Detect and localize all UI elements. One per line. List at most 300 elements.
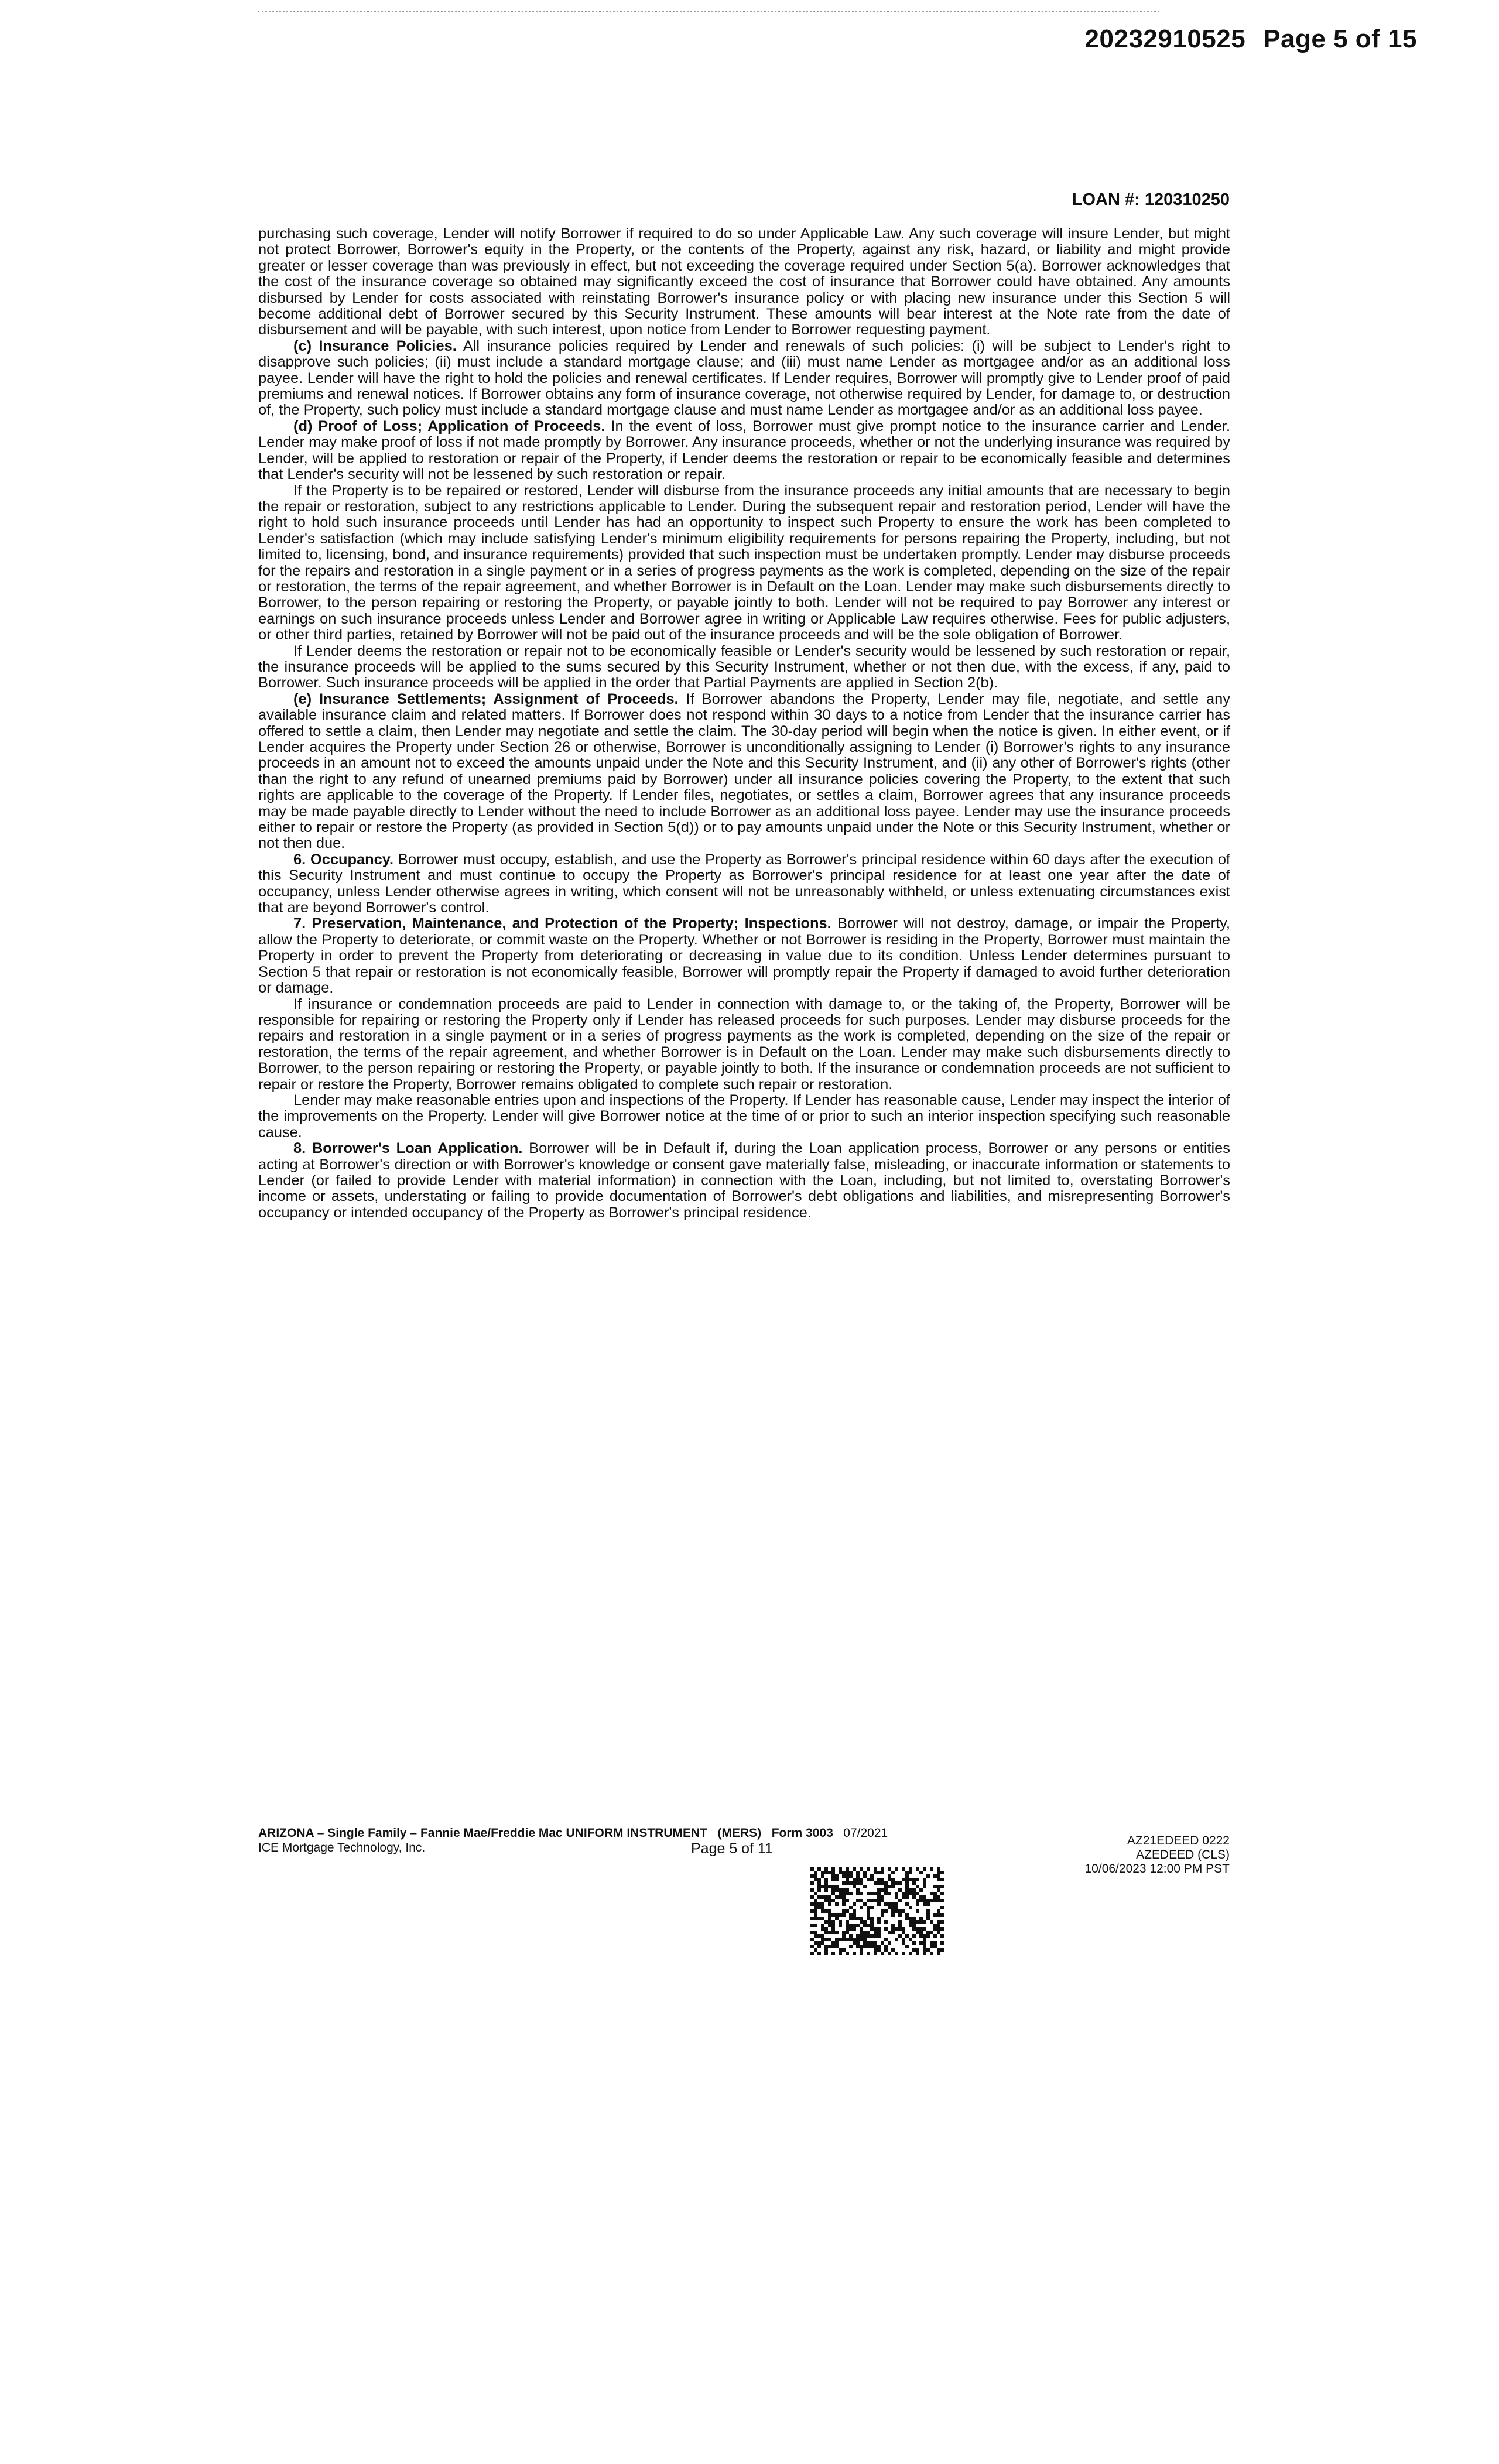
barcode-module	[824, 1885, 828, 1888]
section-5d	[258, 419, 1230, 483]
barcode-module	[846, 1938, 849, 1941]
section-text: All insurance policies required by Lender and renewals of such policies: (i) will be subject to Lender's right to disapprove such policies; (ii) must include a standard mortgage clause; and (iii) must name Lender as mortgagee and/or as an additional loss payee. Lender will have the right to hold the policies and renewal certificates. If Lender requires, Borrower will promptly give to Lender proof of paid premiums and renewal notices. If Borrower obtains any form of insurance coverage, not otherwise required by Lender, for damage to, or destruction of, the Property, such policy must include a standard mortgage clause and must name Lender as mortgagee and/or as an additional loss payee.	[258, 337, 1231, 419]
barcode-module	[930, 1945, 933, 1948]
barcode-module	[909, 1892, 912, 1895]
barcode-module	[853, 1927, 856, 1931]
barcode-module	[821, 1906, 824, 1909]
barcode-module	[895, 1895, 898, 1899]
section-heading: (e) Insurance Settlements; Assignment of Proceeds.	[293, 690, 679, 707]
barcode-module	[810, 1917, 814, 1920]
barcode-module	[923, 1938, 926, 1941]
barcode-module	[937, 1885, 940, 1888]
barcode-module	[926, 1902, 930, 1906]
barcode-module	[814, 1909, 817, 1913]
barcode-module	[916, 1927, 919, 1931]
barcode-module	[824, 1927, 828, 1931]
barcode-module	[877, 1920, 881, 1924]
barcode-module	[853, 1938, 856, 1941]
barcode-module	[824, 1895, 828, 1899]
barcode-module	[923, 1927, 926, 1931]
barcode-module	[898, 1920, 902, 1924]
barcode-module	[860, 1917, 863, 1920]
barcode-module	[930, 1920, 933, 1924]
barcode-module	[828, 1895, 831, 1899]
barcode-module	[937, 1931, 940, 1934]
barcode-module	[926, 1917, 930, 1920]
section-heading: 8. Borrower's Loan Application.	[293, 1140, 523, 1157]
barcode-module	[881, 1881, 884, 1885]
barcode-module	[870, 1874, 874, 1878]
print-timestamp: 10/06/2023 12:00 PM PST	[1084, 1862, 1230, 1876]
barcode-module	[842, 1902, 846, 1906]
barcode-module	[842, 1874, 846, 1878]
barcode-module	[870, 1920, 874, 1924]
barcode-module	[853, 1885, 856, 1888]
barcode-module	[849, 1881, 853, 1885]
barcode-module	[895, 1952, 898, 1955]
barcode-module	[821, 1924, 824, 1927]
barcode-module	[863, 1874, 867, 1878]
barcode-module	[916, 1867, 919, 1871]
barcode-module	[835, 1885, 839, 1888]
barcode-module	[842, 1913, 846, 1917]
barcode-module	[849, 1934, 853, 1938]
barcode-module	[937, 1927, 940, 1931]
barcode-module	[912, 1924, 916, 1927]
barcode-module	[888, 1892, 891, 1895]
barcode-module	[891, 1878, 895, 1881]
barcode-module	[877, 1895, 881, 1899]
barcode-module	[902, 1931, 905, 1934]
section-text: Borrower must occupy, establish, and use the Property as Borrower's principal residence within 60 days after the execution of this Security Instrument and must continue to occupy the Property as Borrower's principal residence for at least one year after the date of occupancy, unless Lender otherwise agrees in writing, which consent will not be unreasonably withheld, or unless extenuating circumstances exist that are beyond Borrower's control.	[258, 851, 1230, 916]
barcode-module	[877, 1871, 881, 1874]
barcode-module	[898, 1909, 902, 1913]
barcode-module	[870, 1924, 874, 1927]
barcode-module	[891, 1902, 895, 1906]
barcode-module	[930, 1867, 933, 1871]
barcode-module	[937, 1867, 940, 1871]
barcode-module	[926, 1931, 930, 1934]
barcode-module	[933, 1913, 937, 1917]
barcode-module	[824, 1871, 828, 1874]
barcode-module	[919, 1941, 923, 1945]
barcode-module	[853, 1917, 856, 1920]
barcode-module	[810, 1952, 814, 1955]
barcode-module	[884, 1927, 888, 1931]
barcode-module	[856, 1878, 860, 1881]
barcode-module	[916, 1885, 919, 1888]
barcode-module	[860, 1948, 863, 1952]
barcode-module	[814, 1906, 817, 1909]
barcode-module	[839, 1938, 842, 1941]
barcode-module	[863, 1871, 867, 1874]
barcode-module	[821, 1941, 824, 1945]
barcode-module	[923, 1895, 926, 1899]
barcode-module	[849, 1913, 853, 1917]
barcode-module	[891, 1948, 895, 1952]
barcode-module	[874, 1952, 877, 1955]
barcode-module	[874, 1941, 877, 1945]
barcode-module	[856, 1945, 860, 1948]
section-heading: 7. Preservation, Maintenance, and Protection of the Property; Inspections.	[293, 915, 831, 932]
barcode-module	[905, 1878, 909, 1881]
barcode-module	[856, 1881, 860, 1885]
barcode-module	[870, 1917, 874, 1920]
barcode-module	[870, 1934, 874, 1938]
barcode-module	[919, 1934, 923, 1938]
paragraph: purchasing such coverage, Lender will notify Borrower if required to do so under Applicable Law. Any such coverage will insure Lender, but might not protect Borrower, Borrower's equity in the Property, or the contents of the Property, against any risk, hazard, or liability and might provide greater or lesser coverage than was previously in effect, but not exceeding the coverage required under Section 5(a). Borrower acknowledges that the cost of the insurance coverage so obtained may significantly exceed the cost of insurance that Borrower could have obtained. Any amounts disbursed by Lender for costs associated with reinstating Borrower's insurance policy or with placing new insurance under this Section 5 will become additional debt of Borrower secured by this Security Instrument. These amounts will bear interest at the Note rate from the date of disbursement and will be payable, with such interest, upon notice from Lender to Borrower requesting payment.	[258, 225, 1230, 338]
barcode-module	[874, 1934, 877, 1938]
barcode-module	[888, 1941, 891, 1945]
barcode-module	[842, 1934, 846, 1938]
barcode-module	[874, 1945, 877, 1948]
barcode-module	[846, 1909, 849, 1913]
section-8	[258, 1141, 1230, 1221]
barcode-module	[828, 1871, 831, 1874]
barcode-module	[912, 1888, 916, 1892]
barcode-module	[853, 1924, 856, 1927]
barcode-module	[940, 1920, 944, 1924]
barcode-module	[933, 1934, 937, 1938]
barcode-module	[863, 1924, 867, 1927]
barcode-module	[831, 1931, 835, 1934]
barcode-module	[916, 1902, 919, 1906]
barcode-module	[874, 1871, 877, 1874]
barcode-module	[905, 1892, 909, 1895]
barcode-module	[828, 1885, 831, 1888]
barcode-module	[923, 1881, 926, 1885]
barcode-module	[863, 1941, 867, 1945]
barcode-module	[877, 1917, 881, 1920]
barcode-module	[940, 1913, 944, 1917]
barcode-module	[937, 1924, 940, 1927]
barcode-module	[902, 1927, 905, 1931]
barcode-module	[912, 1948, 916, 1952]
barcode-module	[856, 1924, 860, 1927]
barcode-module	[839, 1948, 842, 1952]
barcode-module	[810, 1881, 814, 1885]
barcode-module	[867, 1913, 870, 1917]
barcode-module	[877, 1878, 881, 1881]
barcode-module	[814, 1917, 817, 1920]
barcode-module	[933, 1885, 937, 1888]
barcode-module	[860, 1920, 863, 1924]
barcode-module	[839, 1895, 842, 1899]
barcode-module	[937, 1948, 940, 1952]
barcode-module	[916, 1952, 919, 1955]
barcode-module	[863, 1945, 867, 1948]
barcode-module	[814, 1892, 817, 1895]
barcode-module	[856, 1938, 860, 1941]
barcode-module	[937, 1874, 940, 1878]
barcode-module	[916, 1909, 919, 1913]
barcode-module	[909, 1878, 912, 1881]
barcode-module	[849, 1924, 853, 1927]
form-title: ARIZONA – Single Family – Fannie Mae/Freddie Mac UNIFORM INSTRUMENT	[258, 1826, 707, 1840]
barcode-module	[846, 1871, 849, 1874]
barcode-module	[831, 1871, 835, 1874]
barcode-module	[877, 1931, 881, 1934]
barcode-module	[828, 1902, 831, 1906]
barcode-module	[831, 1899, 835, 1902]
barcode-module	[895, 1909, 898, 1913]
barcode-module	[874, 1899, 877, 1902]
document-body	[258, 226, 1230, 1221]
barcode-module	[930, 1892, 933, 1895]
barcode-module	[824, 1952, 828, 1955]
barcode-module	[867, 1934, 870, 1938]
barcode-module	[860, 1906, 863, 1909]
barcode-module	[835, 1917, 839, 1920]
barcode-module	[814, 1931, 817, 1934]
barcode-module	[867, 1867, 870, 1871]
form-number: Form 3003	[771, 1826, 833, 1840]
loan-number: LOAN #: 120310250	[1072, 190, 1230, 209]
barcode-module	[905, 1874, 909, 1878]
barcode-module	[898, 1888, 902, 1892]
barcode-module	[849, 1927, 853, 1931]
barcode-module	[884, 1892, 888, 1895]
barcode-module	[909, 1888, 912, 1892]
barcode-module	[853, 1878, 856, 1881]
barcode-module	[846, 1952, 849, 1955]
barcode-module	[817, 1945, 821, 1948]
barcode-module	[919, 1920, 923, 1924]
barcode-module	[923, 1945, 926, 1948]
barcode-module	[860, 1892, 863, 1895]
barcode-module	[821, 1895, 824, 1899]
form-footer-left	[258, 1826, 888, 1855]
mers-label: (MERS)	[717, 1826, 762, 1840]
barcode-module	[919, 1931, 923, 1934]
barcode-module	[898, 1899, 902, 1902]
barcode-module	[856, 1888, 860, 1892]
barcode-module	[891, 1913, 895, 1917]
barcode-module	[912, 1892, 916, 1895]
barcode-module	[835, 1888, 839, 1892]
barcode-module	[839, 1867, 842, 1871]
barcode-module	[856, 1934, 860, 1938]
barcode-module	[842, 1888, 846, 1892]
barcode-module	[895, 1867, 898, 1871]
barcode-module	[877, 1902, 881, 1906]
barcode-module	[846, 1878, 849, 1881]
barcode-module	[874, 1931, 877, 1934]
barcode-module	[846, 1892, 849, 1895]
barcode-module	[884, 1938, 888, 1941]
barcode-module	[874, 1948, 877, 1952]
barcode-module	[870, 1892, 874, 1895]
barcode-module	[867, 1917, 870, 1920]
barcode-module	[933, 1892, 937, 1895]
barcode-module	[814, 1899, 817, 1902]
barcode-module	[810, 1874, 814, 1878]
barcode-module	[923, 1952, 926, 1955]
barcode-module	[842, 1909, 846, 1913]
barcode-module	[930, 1931, 933, 1934]
barcode-module	[860, 1899, 863, 1902]
barcode-module	[902, 1892, 905, 1895]
section-text: In the event of loss, Borrower must give prompt notice to the insurance carrier and Lender. Lender may make proof of loss if not made promptly by Borrower. Any insurance proceeds, whether or not the underlying insurance was required by Lender, will be applied to restoration or repair of the Property, if Lender deems the restoration or repair to be economically feasible and determines that Lender's security will not be lessened by such restoration or repair.	[258, 417, 1230, 483]
barcode-module	[835, 1938, 839, 1941]
barcode-module	[909, 1917, 912, 1920]
barcode-module	[930, 1952, 933, 1955]
form-code: AZ21EDEED 0222	[1127, 1834, 1230, 1847]
barcode-module	[916, 1878, 919, 1881]
barcode-module	[849, 1938, 853, 1941]
barcode-module	[926, 1948, 930, 1952]
barcode-module	[916, 1892, 919, 1895]
barcode-module	[810, 1888, 814, 1892]
barcode-module	[846, 1874, 849, 1878]
barcode-module	[877, 1881, 881, 1885]
barcode-module	[888, 1885, 891, 1888]
barcode-module	[856, 1917, 860, 1920]
barcode-module	[828, 1899, 831, 1902]
barcode-module	[814, 1878, 817, 1881]
barcode-module	[905, 1888, 909, 1892]
barcode-module	[824, 1920, 828, 1924]
barcode-module	[860, 1945, 863, 1948]
barcode-module	[828, 1909, 831, 1913]
barcode-module	[835, 1895, 839, 1899]
recording-number: 20232910525	[1084, 25, 1246, 53]
barcode-module	[881, 1952, 884, 1955]
barcode-module	[902, 1895, 905, 1899]
barcode-module	[831, 1892, 835, 1895]
barcode-module	[888, 1867, 891, 1871]
barcode-module	[888, 1902, 891, 1906]
barcode-module	[933, 1895, 937, 1899]
barcode-module	[909, 1938, 912, 1941]
barcode-module	[926, 1934, 930, 1938]
barcode-module	[828, 1913, 831, 1917]
barcode-module	[839, 1871, 842, 1874]
barcode-module	[923, 1885, 926, 1888]
barcode-module	[898, 1924, 902, 1927]
barcode-module	[831, 1945, 835, 1948]
barcode-module	[877, 1948, 881, 1952]
barcode-module	[923, 1902, 926, 1906]
barcode-module	[905, 1913, 909, 1917]
barcode-module	[940, 1899, 944, 1902]
barcode-module	[863, 1934, 867, 1938]
barcode-module	[814, 1948, 817, 1952]
barcode-module	[905, 1871, 909, 1874]
barcode-module	[919, 1871, 923, 1874]
barcode-module	[916, 1920, 919, 1924]
barcode-module	[930, 1941, 933, 1945]
barcode-module	[881, 1867, 884, 1871]
barcode-module	[817, 1888, 821, 1892]
barcode-module	[923, 1899, 926, 1902]
barcode-module	[824, 1948, 828, 1952]
barcode-module	[912, 1895, 916, 1899]
paragraph: Lender may make reasonable entries upon and inspections of the Property. If Lender has reasonable cause, Lender may inspect the interior of the improvements on the Property. Lender will give Borrower notice at the time of or prior to such an interior inspection specifying such reasonable cause.	[258, 1091, 1230, 1141]
barcode-module	[877, 1934, 881, 1938]
barcode-module	[877, 1945, 881, 1948]
barcode-module	[884, 1920, 888, 1924]
barcode-module	[919, 1927, 923, 1931]
barcode-module	[884, 1945, 888, 1948]
barcode-module	[905, 1945, 909, 1948]
barcode-module	[860, 1934, 863, 1938]
barcode-module	[839, 1924, 842, 1927]
barcode-module	[870, 1899, 874, 1902]
barcode-module	[933, 1945, 937, 1948]
barcode-module	[814, 1934, 817, 1938]
barcode-module	[912, 1878, 916, 1881]
barcode-module	[846, 1927, 849, 1931]
barcode-module	[867, 1878, 870, 1881]
section-heading: (d) Proof of Loss; Application of Proceeds.	[293, 417, 605, 434]
form-title-line	[258, 1826, 888, 1840]
barcode-module	[902, 1941, 905, 1945]
barcode-module	[856, 1874, 860, 1878]
barcode-module	[824, 1909, 828, 1913]
barcode-module	[919, 1895, 923, 1899]
barcode-module	[923, 1948, 926, 1952]
barcode-module	[902, 1878, 905, 1881]
page-label: Page 5 of 15	[1263, 25, 1417, 53]
barcode-module	[940, 1892, 944, 1895]
barcode-module	[839, 1892, 842, 1895]
barcode-module	[874, 1881, 877, 1885]
form-date: 07/2021	[843, 1826, 888, 1840]
barcode-module	[828, 1924, 831, 1927]
barcode-module	[846, 1899, 849, 1902]
barcode-module	[814, 1913, 817, 1917]
barcode-module	[867, 1924, 870, 1927]
barcode-module	[881, 1909, 884, 1913]
barcode-module	[817, 1917, 821, 1920]
barcode-module	[923, 1934, 926, 1938]
barcode-module	[940, 1878, 944, 1881]
barcode-module	[863, 1885, 867, 1888]
barcode-module	[810, 1945, 814, 1948]
barcode-module	[919, 1899, 923, 1902]
barcode-module	[853, 1941, 856, 1945]
barcode-module	[905, 1895, 909, 1899]
barcode-module	[909, 1924, 912, 1927]
barcode-module	[831, 1920, 835, 1924]
barcode-module	[863, 1938, 867, 1941]
barcode-module	[835, 1945, 839, 1948]
barcode-module	[835, 1902, 839, 1906]
barcode-module	[891, 1909, 895, 1913]
barcode-module	[877, 1927, 881, 1931]
barcode-module	[835, 1941, 839, 1945]
barcode-module	[831, 1878, 835, 1881]
barcode-module	[877, 1892, 881, 1895]
barcode-module	[923, 1878, 926, 1881]
barcode-module	[849, 1892, 853, 1895]
barcode-module	[919, 1888, 923, 1892]
barcode-module	[814, 1874, 817, 1878]
barcode-module	[810, 1931, 814, 1934]
barcode-module	[839, 1913, 842, 1917]
barcode-module	[860, 1878, 863, 1881]
form-code-cls: AZEDEED (CLS)	[1136, 1848, 1230, 1861]
barcode-module	[849, 1906, 853, 1909]
paragraph: If insurance or condemnation proceeds are paid to Lender in connection with damage to, or the taking of, the Property, Borrower will be responsible for repairing or restoring the Property only if Lender has released proceeds for such purposes. Lender may disburse proceeds for the repairs and restoration in a single payment or in a series of progress payments as the work is completed, depending on the size of the repair or restoration, the terms of the repair agreement, and whether Borrower is in Default on the Loan. Lender may make such disbursements directly to Borrower, to the person repairing or restoring the Property, or payable jointly to both. If the insurance or condemnation proceeds are not sufficient to repair or restore the Property, Borrower remains obligated to complete such repair or restoration.	[258, 995, 1230, 1093]
barcode-module	[856, 1899, 860, 1902]
barcode-module	[831, 1885, 835, 1888]
scan-top-edge	[258, 11, 1159, 15]
barcode-module	[940, 1941, 944, 1945]
barcode-module	[821, 1902, 824, 1906]
barcode-module	[902, 1909, 905, 1913]
